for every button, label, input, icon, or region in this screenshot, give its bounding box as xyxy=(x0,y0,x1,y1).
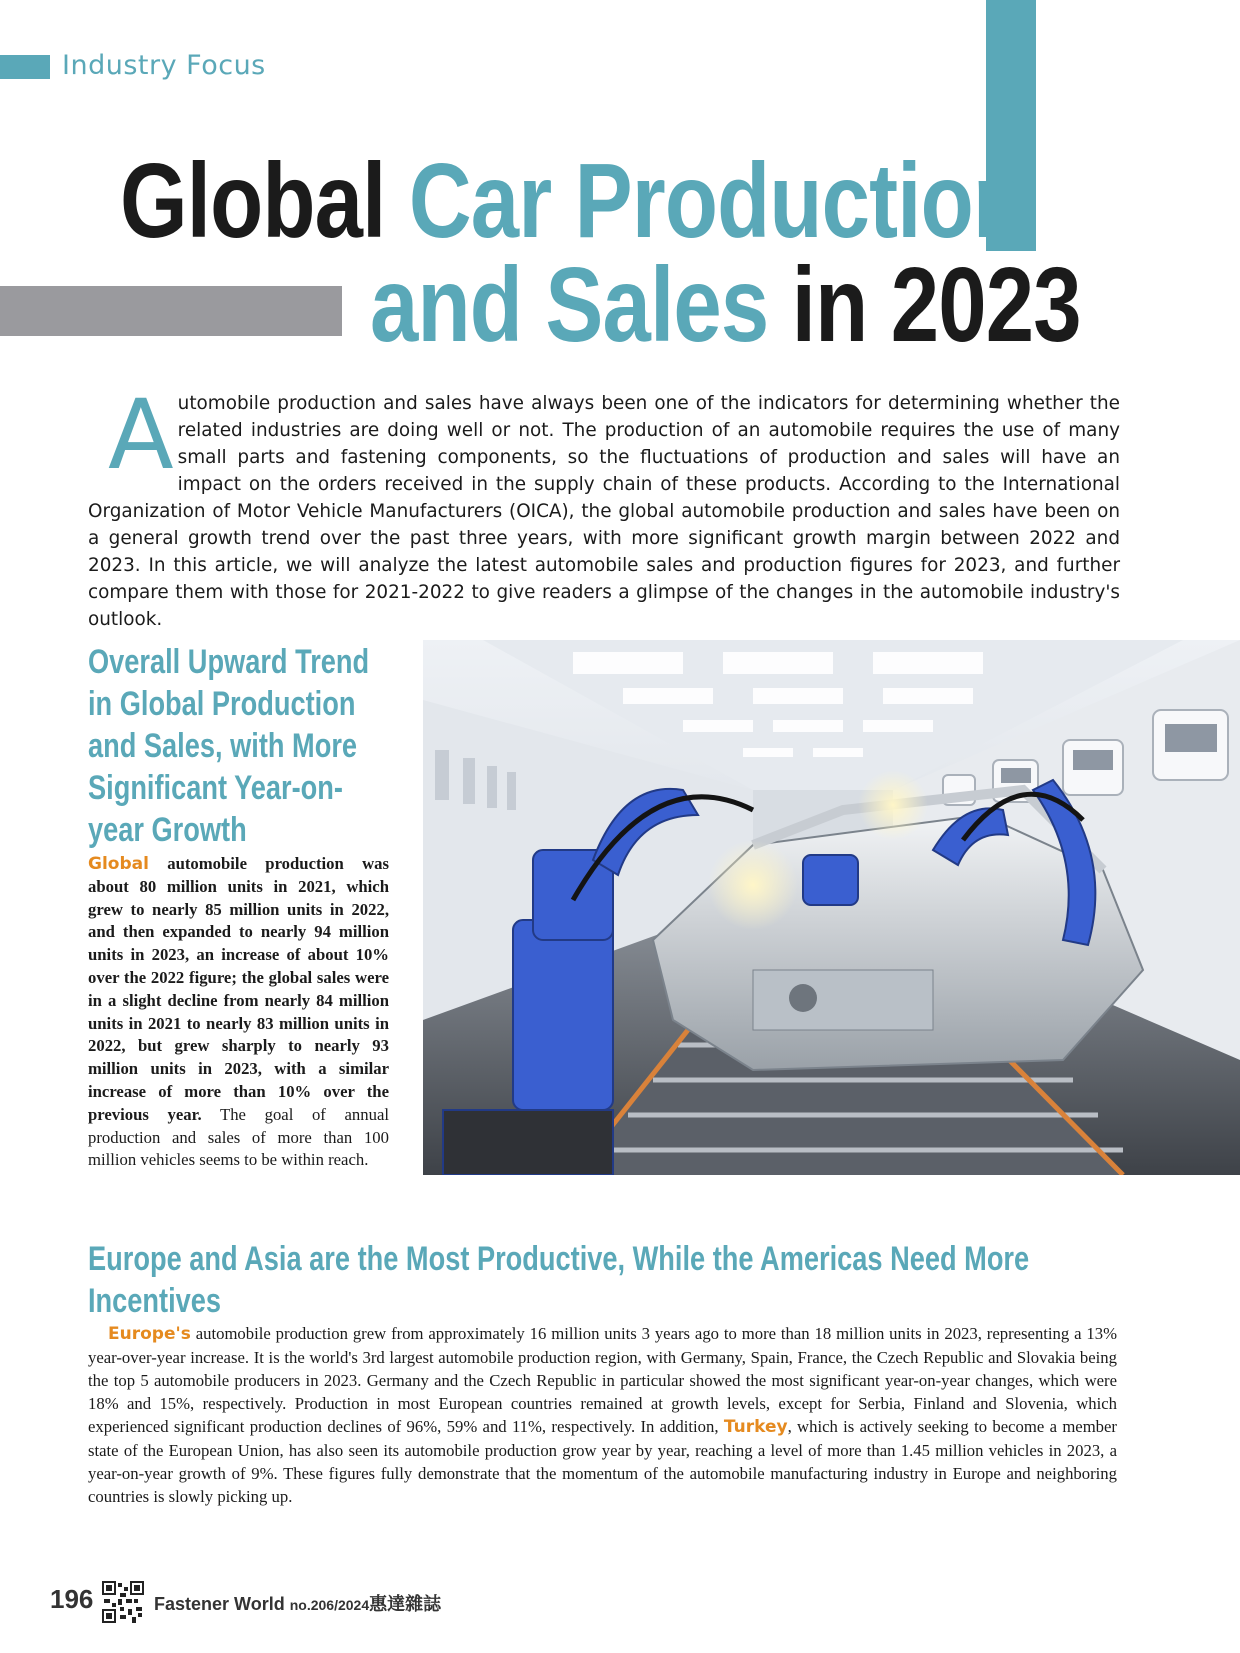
highlight-turkey: Turkey xyxy=(723,1417,788,1437)
section-label: Industry Focus xyxy=(62,50,266,81)
heading-line: year Growth xyxy=(88,811,247,849)
title-car-production: Car Production xyxy=(408,142,1026,260)
title-and-sales: and Sales xyxy=(370,246,769,364)
section-marker-bar xyxy=(0,55,50,79)
heading-line: in Global Production xyxy=(88,685,356,723)
magazine-credit xyxy=(154,1590,441,1616)
magazine-name: Fastener World xyxy=(154,1594,285,1614)
intro-paragraph-box xyxy=(88,379,1120,633)
lead-word-global: Global xyxy=(88,854,149,874)
intro-paragraph xyxy=(88,379,1120,633)
intro-text: utomobile production and sales have always been one of the indicators for determining whether the related industries are doing well or not. The production of an automobile requires the use of many small parts and fastening components, so the fluctuations of production and sales will have an impact on the orders received in the supply chain of these products. According to the International Organization of Motor Vehicle Manufacturers (OICA), the global automobile production and sales have been on a general growth trend over the past three years, with more significant growth margin between 2022 and 2023. In this article, we will analyze the latest automobile sales and production figures for 2023, and further compare them with those for 2021-2022 to give readers a glimpse of the changes in the automobile industry's outlook. xyxy=(88,393,1120,630)
section2-text-b: , which is actively seeking to become a member state of the European Union, has also seen its automobile production grow year by year, reaching a level of more than 1.45 million vehicles in 2023, a year-on-year growth of 9%. These figures fully demonstrate that the momentum of the automobile manufacturing industry in Europe and neighboring countries is slowly picking up. xyxy=(88,1417,1117,1506)
title-word-global: Global xyxy=(120,142,386,260)
heading-line: Overall Upward Trend xyxy=(88,643,370,681)
section2-body xyxy=(88,1322,1117,1508)
drop-cap: A xyxy=(108,379,174,491)
heading-line: Incentives xyxy=(88,1282,222,1320)
lead-word-europe: Europe's xyxy=(108,1324,191,1344)
section1-bold-text: automobile production was about 80 million units in 2021, which grew to nearly 85 million units in 2022, and then expanded to nearly 94 million units in 2023, an increase of about 10% over the 2022 figure; the global sales were in a slight decline from nearly 84 million units in 2021 to nearly 83 million units in 2022, but grew sharply to nearly 93 million units in 2023, with a similar increase of more than 10% over the previous year. xyxy=(88,854,389,1124)
issue-number: no.206/2024 xyxy=(289,1597,370,1613)
section1-normal-text: The goal of annual production and sales of more than 100 million vehicles seems to be within reach. xyxy=(88,1104,389,1170)
decorative-horizontal-bar xyxy=(0,286,342,336)
title-line-1 xyxy=(120,142,1026,260)
section-heading-upward-trend xyxy=(88,641,369,851)
assembly-line-photo xyxy=(423,640,1240,1175)
magazine-name-chinese: 惠達雜誌 xyxy=(369,1594,442,1614)
heading-line: and Sales, with More xyxy=(88,727,358,765)
page-number: 196 xyxy=(50,1584,94,1614)
section2-text-a: automobile production grew from approximately 16 million units 3 years ago to more than 18 million units in 2023, representing a 13% year-over-year increase. It is the world's 3rd largest automobile production region, with Germany, Spain, France, the Czech Republic and Slovakia being the top 5 automobile producers in 2023. Germany and the Czech Republic in particular showed the most significant year-on-year changes, which were 18% and 15%, respectively. Production in most European countries remained at growth levels, except for Serbia, Finland and Slovenia, which experienced significant production declines of 96%, 59% and 11%, respectively. In addition, xyxy=(88,1324,1117,1436)
title-line-2 xyxy=(370,246,1081,364)
heading-line: Europe and Asia are the Most Productive, While the Americas Need More xyxy=(88,1240,1030,1278)
section1-body xyxy=(88,853,389,1172)
qr-code-icon xyxy=(102,1581,144,1623)
robot-assembly-line-illustration xyxy=(423,640,1240,1175)
heading-line: Significant Year-on- xyxy=(88,769,343,807)
section-heading-europe-asia xyxy=(88,1238,1029,1322)
title-in-2023: in 2023 xyxy=(791,246,1081,364)
